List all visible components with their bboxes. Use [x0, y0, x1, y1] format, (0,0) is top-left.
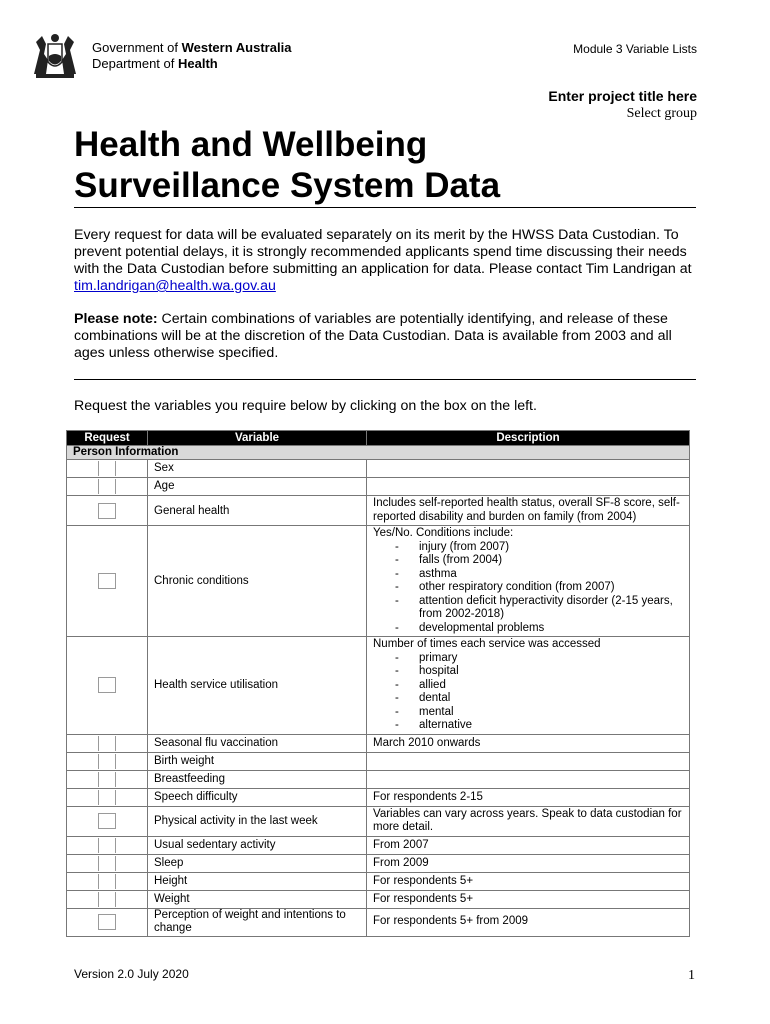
checkbox[interactable]: [98, 677, 116, 693]
table-row: Physical activity in the last week Variables can vary across years. Speak to data custodian for more detail.: [67, 806, 690, 836]
checkbox[interactable]: [98, 874, 116, 889]
checkbox[interactable]: [98, 461, 116, 476]
header-description: Description: [367, 431, 690, 446]
checkbox[interactable]: [98, 503, 116, 519]
list-item: - attention deficit hyperactivity disorder (2-15 years, from 2002-2018): [395, 595, 683, 622]
government-department-text: Government of Western Australia Department of Health: [92, 40, 292, 71]
table-row: Perception of weight and intentions to change For respondents 5+ from 2009: [67, 908, 690, 936]
table-row: Chronic conditions Yes/No. Conditions include: - injury (from 2007) - falls (from 2004) - asthma - other respiratory condition (from 2007) - attention deficit hyperactivity disorder (2-15 years, from 2002-2018) - developmental problems: [67, 526, 690, 637]
table-row: General health Includes self-reported health status, overall SF-8 score, self-reported disability and burden on family (from 2004): [67, 496, 690, 526]
table-row: Height For respondents 5+: [67, 872, 690, 890]
page-title: Health and Wellbeing Surveillance System Data: [74, 124, 696, 208]
header-logo-block: [26, 30, 291, 82]
header-variable: Variable: [148, 431, 367, 446]
table-row: Speech difficulty For respondents 2-15: [67, 788, 690, 806]
select-group-field[interactable]: Select group: [626, 106, 697, 121]
table-row: Sex: [67, 460, 690, 478]
list-item: - asthma: [395, 568, 683, 582]
list-item: - injury (from 2007): [395, 541, 683, 555]
checkbox[interactable]: [98, 754, 116, 769]
checkbox[interactable]: [98, 914, 116, 930]
variables-table: [66, 430, 690, 937]
checkbox[interactable]: [98, 573, 116, 589]
list-item: - other respiratory condition (from 2007): [395, 581, 683, 595]
section-heading: Person Information: [67, 446, 690, 460]
wa-crest-logo: [26, 30, 84, 82]
list-item: - alternative: [395, 719, 683, 733]
list-item: - primary: [395, 652, 683, 666]
list-item: - developmental problems: [395, 622, 683, 636]
list-item: - dental: [395, 692, 683, 706]
table-row: Sleep From 2009: [67, 854, 690, 872]
checkbox[interactable]: [98, 892, 116, 907]
table-row: Birth weight: [67, 752, 690, 770]
checkbox[interactable]: [98, 790, 116, 805]
table-row: Weight For respondents 5+: [67, 890, 690, 908]
list-item: - mental: [395, 706, 683, 720]
table-row: Breastfeeding: [67, 770, 690, 788]
module-label: Module 3 Variable Lists: [573, 42, 697, 56]
version-text: Version 2.0 July 2020: [74, 967, 189, 981]
custodian-email-link[interactable]: tim.landrigan@health.wa.gov.au: [74, 278, 276, 294]
table-row: Health service utilisation Number of times each service was accessed - primary - hospital - allied - dental - mental - alternative: [67, 637, 690, 735]
checkbox[interactable]: [98, 856, 116, 871]
checkbox[interactable]: [98, 736, 116, 751]
project-title-field[interactable]: Enter project title here: [548, 88, 697, 104]
intro-paragraph: Every request for data will be evaluated separately on its merit by the HWSS Data Custodian. To prevent potential delays, it is strongly recommended applicants spend time discussing their needs with the Data Custodian before submitting an application for data. Please contact Tim Landrigan at tim.landrigan@health.wa.gov.au: [74, 227, 692, 294]
checkbox[interactable]: [98, 838, 116, 853]
header-request: Request: [67, 431, 148, 446]
table-row: Seasonal flu vaccination March 2010 onwards: [67, 734, 690, 752]
checkbox[interactable]: [98, 813, 116, 829]
list-item: - falls (from 2004): [395, 554, 683, 568]
note-paragraph: Please note: Certain combinations of variables are potentially identifying, and release of these combinations will be at the discretion of the Data Custodian. Data is available from 2003 and all ages unless otherwise specified.: [74, 311, 672, 361]
checkbox[interactable]: [98, 772, 116, 787]
page-number: 1: [688, 968, 695, 983]
list-item: - allied: [395, 679, 683, 693]
instruction-text: Request the variables you require below by clicking on the box on the left.: [74, 398, 537, 414]
list-item: - hospital: [395, 665, 683, 679]
checkbox[interactable]: [98, 479, 116, 494]
table-row: Age: [67, 478, 690, 496]
table-row: Usual sedentary activity From 2007: [67, 836, 690, 854]
divider: [74, 379, 696, 380]
